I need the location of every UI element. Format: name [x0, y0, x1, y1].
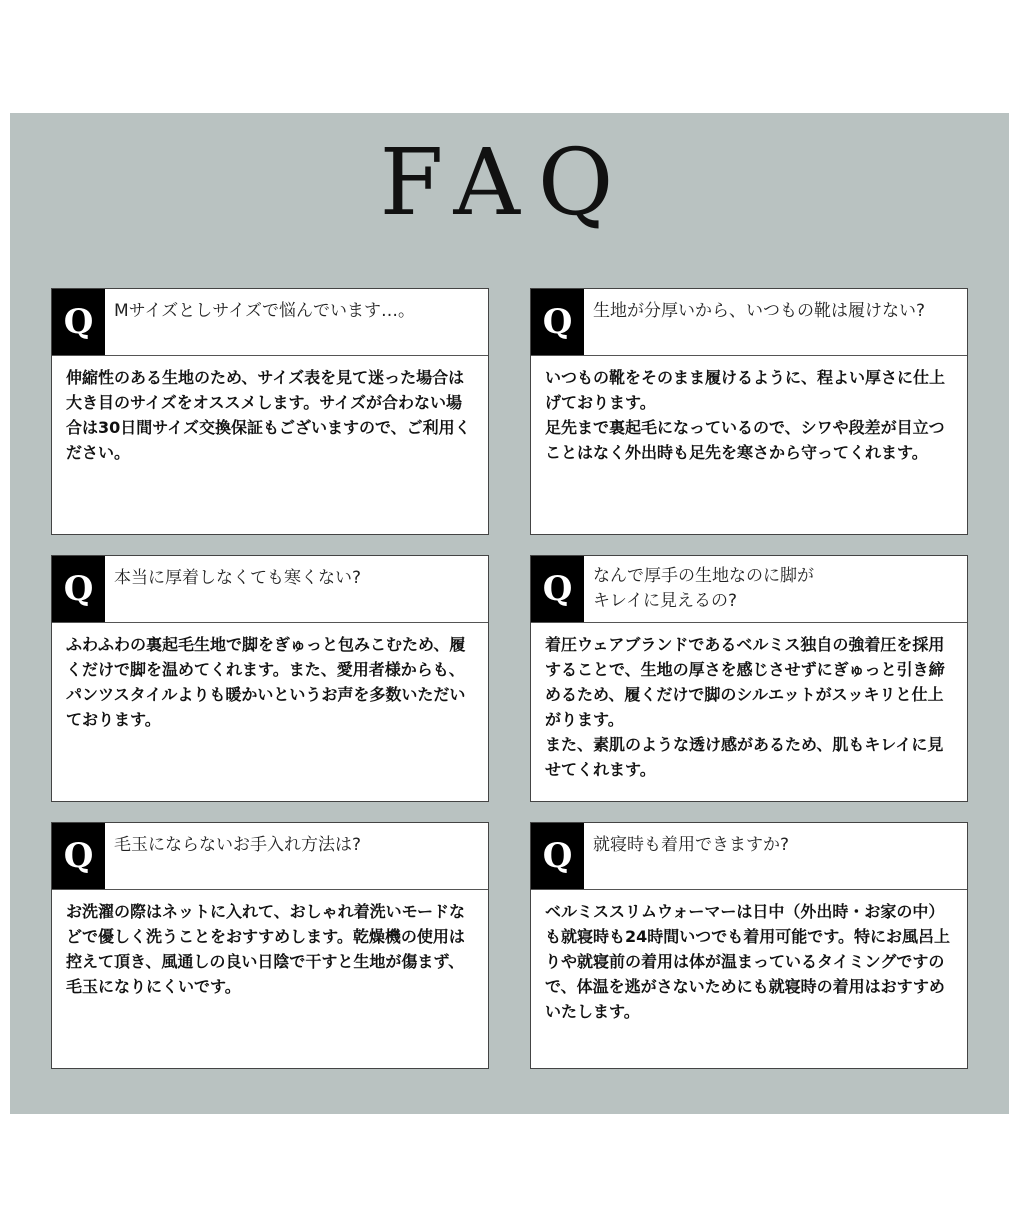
answer-text: お洗濯の際はネットに入れて、おしゃれ着洗いモードなどで優しく洗うことをおすすめします。乾燥機の使用は控えて頂き、風通しの良い日陰で干すと生地が傷まず、毛玉になりにくいです。 [66, 902, 466, 996]
question-text: Mサイズとしサイズで悩んでいます…。 [114, 301, 415, 321]
faq-card-6 [530, 822, 968, 1069]
question-text: 本当に厚着しなくても寒くない? [114, 568, 362, 588]
question-row [531, 289, 967, 356]
faq-card-2 [530, 288, 968, 535]
question-text: なんで厚手の生地なのに脚が キレイに見えるの? [593, 566, 814, 611]
question-row [52, 823, 488, 890]
q-badge-icon: Q [531, 289, 584, 355]
answer-text: ふわふわの裏起毛生地で脚をぎゅっと包みこむため、履くだけで脚を温めてくれます。また、愛用者様からも、パンツスタイルよりも暖かいというお声を多数いただいております。 [66, 635, 466, 729]
question-text: 生地が分厚いから、いつもの靴は履けない? [593, 301, 926, 321]
answer-text: 着圧ウェアブランドであるベルミス独自の強着圧を採用することで、生地の厚さを感じさせずにぎゅっと引き締めるため、履くだけで脚のシルエットがスッキリと仕上がります。 また、素肌のような透け感があるため、肌もキレイに見せてくれます。 [545, 635, 945, 779]
q-badge-icon: Q [531, 823, 584, 889]
question-row [52, 289, 488, 356]
answer-text: ベルミススリムウォーマーは日中（外出時・お家の中）も就寝時も24時間いつでも着用可能です。特にお風呂上りや就寝前の着用は体が温まっているタイミングですので、体温を逃がさないためにも就寝時の着用はおすすめいたします。 [545, 902, 950, 1021]
faq-card-4 [530, 555, 968, 802]
q-badge-icon: Q [52, 289, 105, 355]
answer-text: 伸縮性のある生地のため、サイズ表を見て迷った場合は大き目のサイズをオススメします。サイズが合わない場合は30日間サイズ交換保証もございますので、ご利用ください。 [66, 368, 471, 462]
faq-title: FAQ [379, 129, 632, 236]
faq-card-3 [51, 555, 489, 802]
question-row [531, 823, 967, 890]
question-row [531, 556, 967, 623]
faq-card-1 [51, 288, 489, 535]
q-badge-icon: Q [531, 556, 584, 622]
faq-card-5 [51, 822, 489, 1069]
question-text: 就寝時も着用できますか? [593, 835, 790, 855]
q-badge-icon: Q [52, 556, 105, 622]
question-text: 毛玉にならないお手入れ方法は? [114, 835, 362, 855]
q-badge-icon: Q [52, 823, 105, 889]
question-row [52, 556, 488, 623]
answer-text: いつもの靴をそのまま履けるように、程よい厚さに仕上げております。 足先まで裏起毛になっているので、シワや段差が目立つことはなく外出時も足先を寒さから守ってくれます。 [545, 368, 946, 462]
